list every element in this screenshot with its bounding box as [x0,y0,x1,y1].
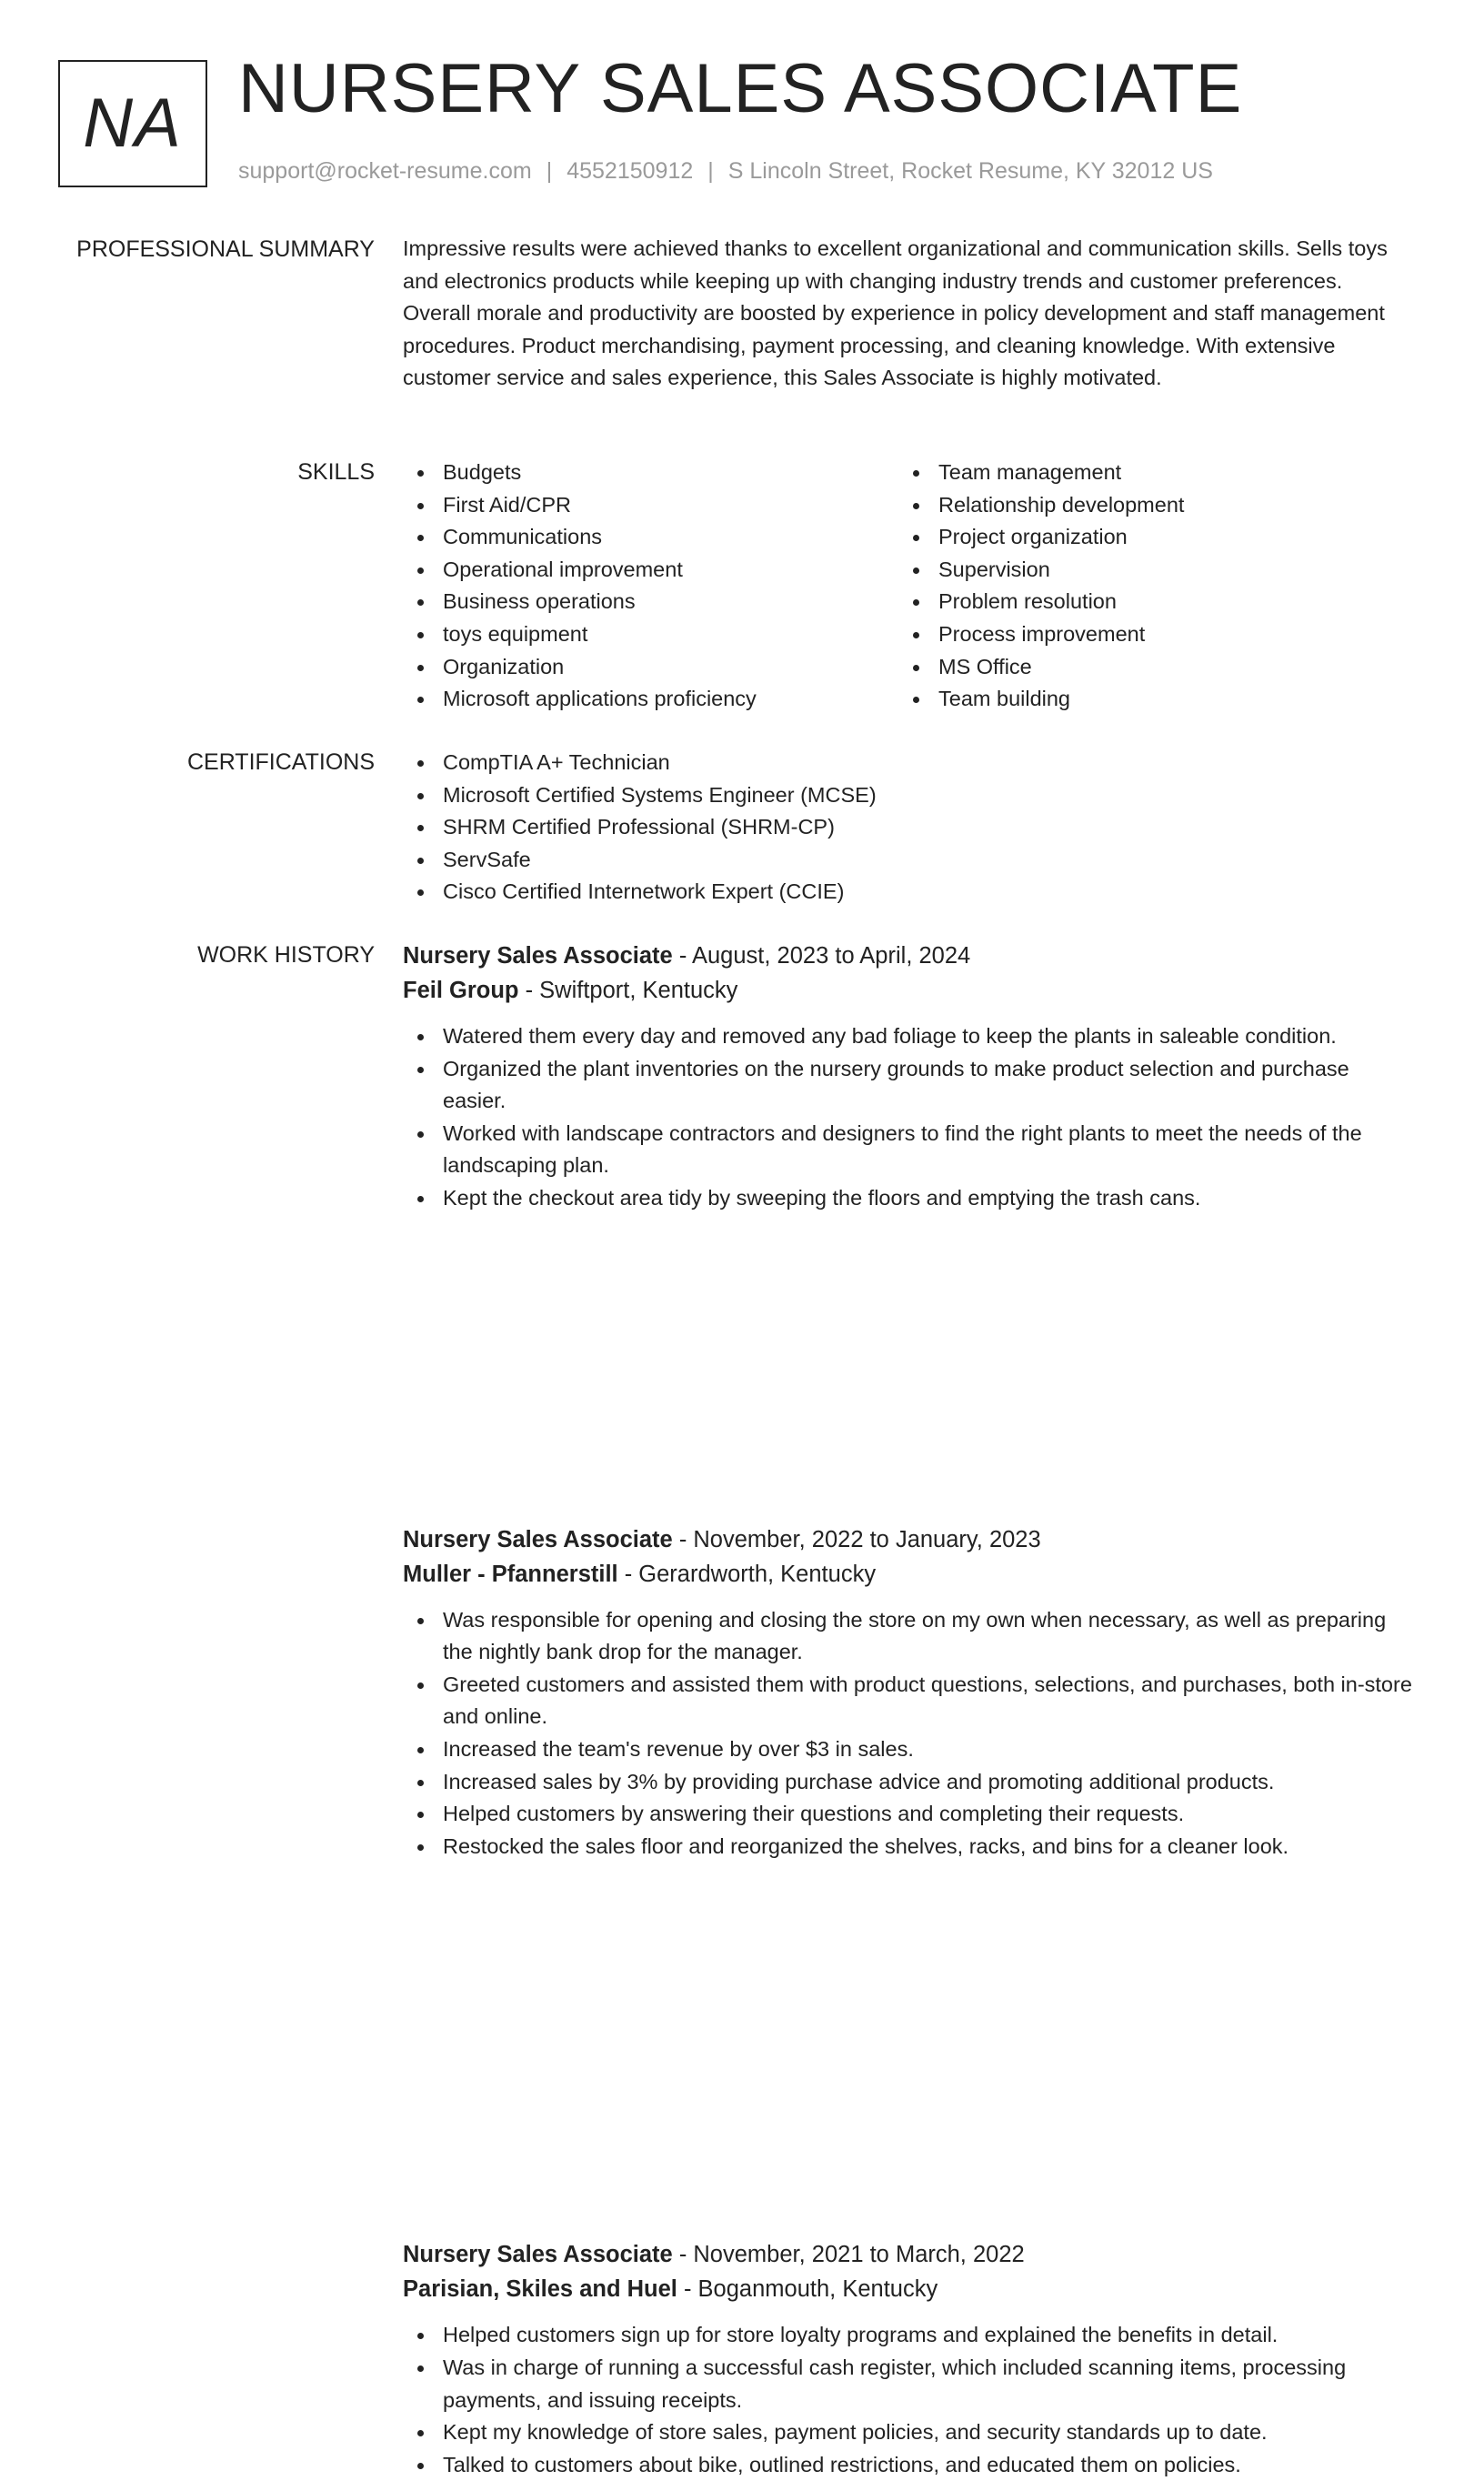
job-bullets [403,1604,1412,1863]
skills-list-right [898,457,1394,716]
skill-item: Business operations [403,586,898,618]
skill-item: Process improvement [898,618,1394,651]
skill-item: Communications [403,521,898,554]
job-title: Nursery Sales Associate [403,1526,673,1552]
skills-section [403,457,1412,716]
skill-item: Organization [403,651,898,684]
job-bullet: Restocked the sales floor and reorganized the shelves, racks, and bins for a cleaner look. [403,1831,1412,1863]
job-entry [403,2237,1412,2481]
job-bullet: Helped customers sign up for store loyalty programs and explained the benefits in detail. [403,2319,1412,2352]
job-title: Nursery Sales Associate [403,2242,673,2268]
contact-email: support@rocket-resume.com [238,158,532,184]
summary-text: Impressive results were achieved thanks to excellent organizational and communication skills. Sells toys and electronics products while keeping up with changing industry trends and customer preferences. Overall morale and productivity are boosted by experience in policy development and staff management procedures. Product merchandising, payment processing, and cleaning knowledge. With extensive customer service and sales experience, this Sales Associate is highly motivated. [403,236,1388,389]
skill-item: Microsoft applications proficiency [403,683,898,716]
job-dates: - November, 2021 to March, 2022 [672,2242,1025,2268]
job-company-line [403,1557,1412,1592]
skill-item: toys equipment [403,618,898,651]
job-dates: - November, 2022 to January, 2023 [672,1526,1041,1552]
skill-item: Supervision [898,554,1394,587]
job-bullet: Organized the plant inventories on the nursery grounds to make product selection and purchase easier. [403,1053,1412,1118]
job-bullet: Worked with landscape contractors and designers to find the right plants to meet the needs of the landscaping plan. [403,1118,1412,1182]
candidate-name: NURSERY SALES ASSOCIATE [238,50,1243,127]
certification-item: ServSafe [403,844,1412,877]
contact-separator: | [707,158,714,184]
job-bullet: Watered them every day and removed any bad foliage to keep the plants in saleable condition. [403,1020,1412,1053]
skills-list-left [403,457,898,716]
certification-item: CompTIA A+ Technician [403,747,1412,779]
job-company: Feil Group [403,978,519,1003]
contact-phone: 4552150912 [567,158,694,184]
certifications-heading: CERTIFICATIONS [186,749,375,775]
skill-item: First Aid/CPR [403,489,898,522]
job-bullet: Kept the checkout area tidy by sweeping the floors and emptying the trash cans. [403,1182,1412,1215]
job-bullet: Helped customers by answering their questions and completing their requests. [403,1798,1412,1831]
job-bullet: Greeted customers and assisted them with product questions, selections, and purchases, both in-store and online. [403,1669,1412,1733]
job-bullet: Increased sales by 3% by providing purchase advice and promoting additional products. [403,1766,1412,1799]
job-bullet: Kept my knowledge of store sales, payment policies, and security standards up to date. [403,2416,1412,2449]
job-entry [403,939,1412,1215]
job-company: Muller - Pfannerstill [403,1561,618,1587]
contact-separator: | [546,158,553,184]
certifications-list [403,747,1412,909]
job-bullet: Was responsible for opening and closing the store on my own when necessary, as well as preparing the nightly bank drop for the manager. [403,1604,1412,1669]
job-dates: - August, 2023 to April, 2024 [672,943,971,969]
job-entry [403,1522,1412,1863]
monogram-initials: NA [83,85,183,162]
certification-item: SHRM Certified Professional (SHRM-CP) [403,811,1412,844]
job-company-line [403,2272,1412,2306]
job-location: - Gerardworth, Kentucky [617,1561,877,1587]
job-title-line [403,939,1412,973]
skill-item: Team management [898,457,1394,489]
certifications-section [403,747,1412,909]
skill-item: Project organization [898,521,1394,554]
job-bullet: Talked to customers about bike, outlined restrictions, and educated them on policies. [403,2449,1412,2481]
skill-item: Budgets [403,457,898,489]
job-company-line [403,973,1412,1008]
skills-heading: SKILLS [297,459,375,485]
monogram-box [58,60,207,187]
job-location: - Boganmouth, Kentucky [677,2276,938,2303]
job-bullet: Was in charge of running a successful cash register, which included scanning items, processing payments, and issuing receipts. [403,2352,1412,2416]
contact-line [238,160,1213,183]
summary-heading: PROFESSIONAL SUMMARY [76,236,375,262]
skill-item: Operational improvement [403,554,898,587]
certification-item: Cisco Certified Internetwork Expert (CCIE) [403,876,1412,909]
job-title: Nursery Sales Associate [403,943,673,969]
job-title-line [403,1522,1412,1557]
job-company: Parisian, Skiles and Huel [403,2276,677,2303]
certification-item: Microsoft Certified Systems Engineer (MCSE) [403,779,1412,812]
contact-address: S Lincoln Street, Rocket Resume, KY 32012 US [727,158,1213,184]
job-bullets [403,2319,1412,2481]
job-bullet: Increased the team's revenue by over $3 in sales. [403,1733,1412,1766]
work-history-heading: WORK HISTORY [197,942,375,968]
skill-item: Relationship development [898,489,1394,522]
skill-item: Team building [898,683,1394,716]
skill-item: Problem resolution [898,586,1394,618]
job-location: - Swiftport, Kentucky [518,978,738,1003]
job-bullets [403,1020,1412,1215]
skill-item: MS Office [898,651,1394,684]
job-title-line [403,2237,1412,2272]
summary-section [403,233,1412,395]
